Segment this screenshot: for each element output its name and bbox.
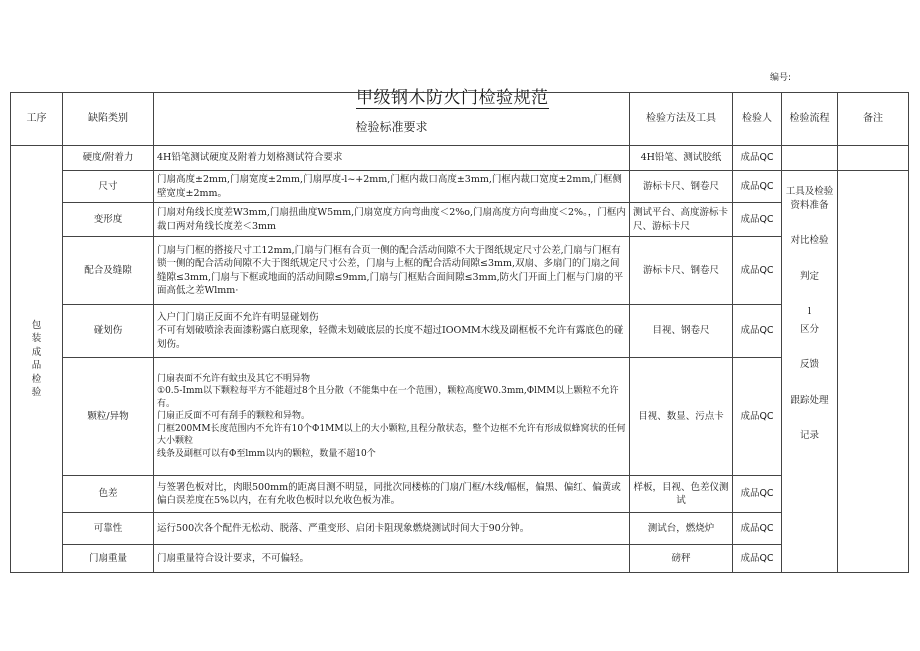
remark-cell — [838, 171, 909, 573]
flow-step: 对比检验 — [790, 235, 829, 246]
standard-text: 入户门门扇正反面不允许有明显碰划伤 不可有划破喷涂表面漆粉露白底现象，轻微未划破底层的长度不超过IOOMM木线及副框板不允许有露底色的碰划伤。 — [154, 305, 630, 358]
header-inspector: 检验人 — [733, 93, 782, 146]
standard-text: 4H铅笔测试硬度及附着力划格测试符合要求 — [154, 146, 630, 171]
method-tools: 磅秤 — [630, 545, 733, 573]
flow-step: 工具及检验资料准备 — [785, 186, 834, 211]
standard-text: 运行500次各个配件无松动、脱落、严重变形、启闭卡阻现象燃烧测试时间大于90分钟。 — [154, 513, 630, 545]
table-row — [11, 358, 909, 476]
method-tools: 游标卡尺、钢卷尺 — [630, 171, 733, 203]
method-tools: 目视、数显、污点卡 — [630, 358, 733, 476]
inspector: 成品QC — [733, 237, 782, 305]
flow-arrow: l — [807, 306, 812, 317]
method-tools: 目视、钢卷尺 — [630, 305, 733, 358]
inspection-flow-cell — [782, 171, 838, 573]
flow-step: 区分 — [799, 323, 819, 335]
defect-category: 尺寸 — [63, 171, 154, 203]
flow-step: 跟踪处理 — [790, 394, 829, 406]
table-row — [11, 513, 909, 545]
header-flow: 检验流程 — [782, 93, 838, 146]
header-remark: 备注 — [838, 93, 909, 146]
table-row — [11, 237, 909, 305]
method-tools: 测试台，燃烧炉 — [630, 513, 733, 545]
header-row — [11, 93, 909, 146]
flow-cell-empty — [782, 146, 838, 171]
defect-category: 碰划伤 — [63, 305, 154, 358]
header-process: 工序 — [11, 93, 63, 146]
table-row — [11, 476, 909, 513]
standard-text: 门扇高度±2mm,门扇宽度±2mm,门扇厚度-l~+2mm,门框内裁口高度±3mm,门框内裁口宽度±2mm,门框侧壁宽度±2mm。 — [154, 171, 630, 203]
header-method: 检验方法及工具 — [630, 93, 733, 146]
method-tools: 样板，目视、色差仪测试 — [630, 476, 733, 513]
inspector: 成品QC — [733, 358, 782, 476]
inspector: 成品QC — [733, 476, 782, 513]
inspector: 成品QC — [733, 545, 782, 573]
defect-category: 色差 — [63, 476, 154, 513]
inspector: 成品QC — [733, 513, 782, 545]
inspector: 成品QC — [733, 171, 782, 203]
defect-category: 配合及缝隙 — [63, 237, 154, 305]
defect-category: 门扇重量 — [63, 545, 154, 573]
header-standard: 检验标准要求 — [154, 93, 630, 146]
method-tools: 测试平台、高度游标卡尺、游标卡尺 — [630, 203, 733, 237]
serial-number-label: 编号: — [770, 73, 792, 83]
flow-step: 记录 — [799, 430, 819, 441]
flow-step: 反馈 — [799, 359, 819, 370]
standard-text: 门扇重量符合设计要求，不可偏轻。 — [154, 545, 630, 573]
defect-category: 颗粒/异物 — [63, 358, 154, 476]
standard-text: 门扇表面不允许有蚊虫及其它不明异物 ①0.5-Imm以下颗粒每平方不能超过8个且分散（不能集中在一个范围），颗粒高度W0.3mm,ΦlMM以上颗粒不允许有。 门扇正反面不可有刮手的颗粒和异物。 门框200MM长度范围内不允许有10个Φ1MM以上的大小颗粒,且程分散状态，整个边框不允许有形成似蜂窝状的任何大小颗粒 线条及副框可以有Φ至lmm以内的颗粒，数量不超10个 — [154, 358, 630, 476]
remark-cell — [838, 146, 909, 171]
header-defect: 缺陷类别 — [63, 93, 154, 146]
flow-step: 判定 — [799, 270, 819, 282]
inspector: 成品QC — [733, 305, 782, 358]
document-title: 甲级钢木防火门检验规范 — [356, 88, 549, 108]
inspection-spec-table — [10, 92, 909, 573]
standard-text: 门扇与门框的搭接尺寸工12mm,门扇与门框有合页一侧的配合活动间隙不大于图纸规定尺寸公差,门扇与门框有锁一侧的配合活动间隙不大于图纸规定尺寸公差，门扇与上框的配合活动间隙≤3mm,双扇、多扇门的门扇之间缝隙≤3mm,门扇与下框或地面的活动间隙≤9mm,门扇与门框贴合面间隙≤3mm,防火门开面上门框与门扇的平面高低之差Wlmm· — [154, 237, 630, 305]
standard-text: 与签署色板对比，肉眼500mm的距离目测不明显，同批次同楼栋的门扇/门框/木线/幅框，偏黑、偏红、偏黄或偏白误差度在5%以内，在有允收色板时以允收色板为准。 — [154, 476, 630, 513]
inspector: 成品QC — [733, 203, 782, 237]
table-row — [11, 146, 909, 171]
defect-category: 变形度 — [63, 203, 154, 237]
defect-category: 可靠性 — [63, 513, 154, 545]
table-row — [11, 203, 909, 237]
table-row — [11, 545, 909, 573]
table-row — [11, 171, 909, 203]
method-tools: 4H铅笔、测试胶纸 — [630, 146, 733, 171]
standard-text: 门扇对角线长度差W3mm,门扇扭曲度W5mm,门扇宽度方向弯曲度＜2%o,门扇高度方向弯曲度＜2%。，门框内裁口两对角线长度差＜3mm — [154, 203, 630, 237]
defect-category: 硬度/附着力 — [63, 146, 154, 171]
process-name-cell: 包 装 成 品 检 验 — [11, 146, 63, 573]
inspector: 成品QC — [733, 146, 782, 171]
method-tools: 游标卡尺、钢卷尺 — [630, 237, 733, 305]
table-row — [11, 305, 909, 358]
